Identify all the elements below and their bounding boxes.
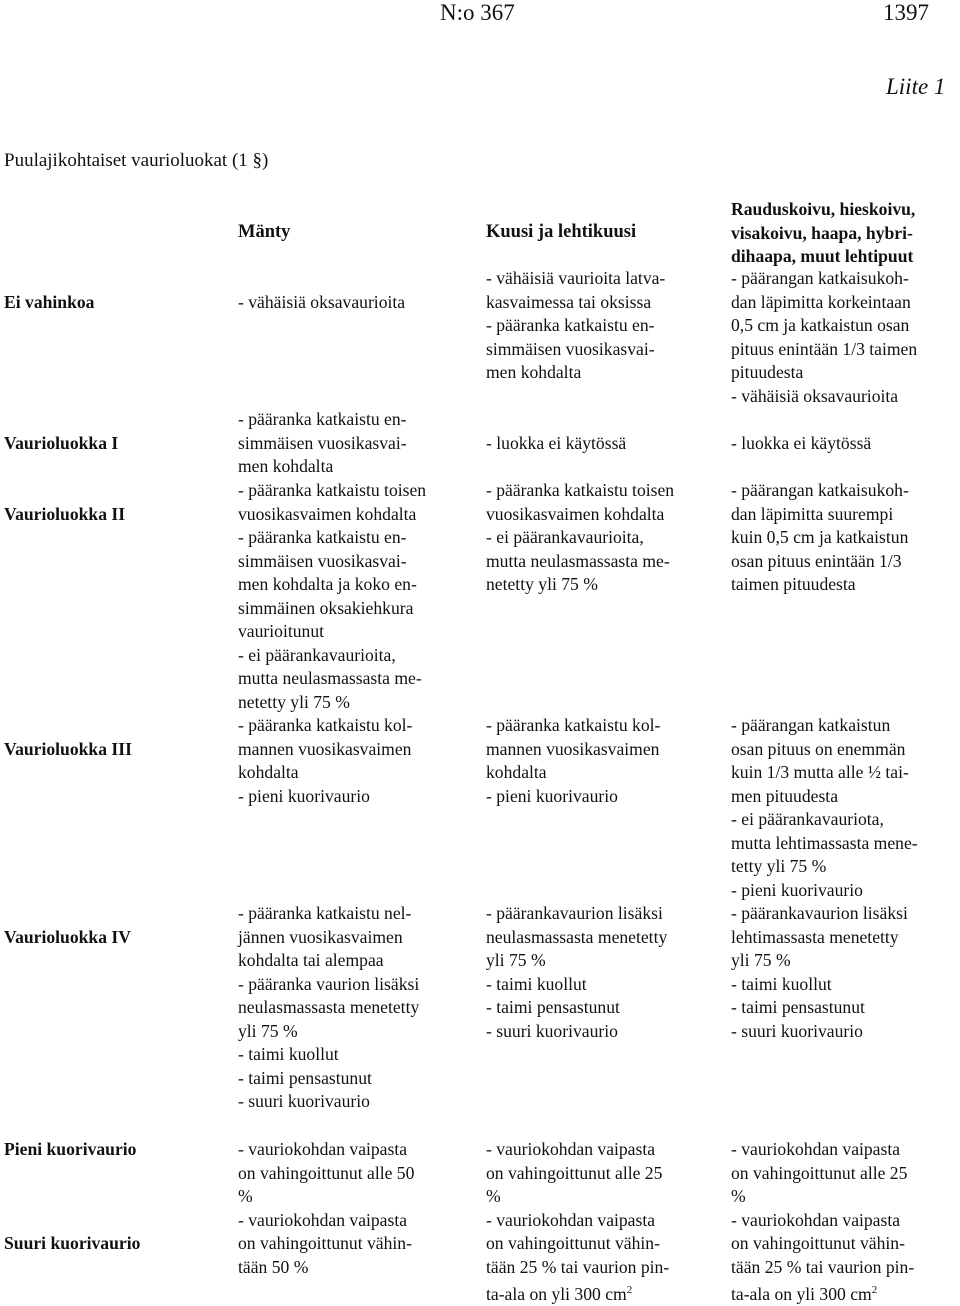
row-label-class-2: Vaurioluokka II [4, 504, 126, 524]
cell-class-1-spruce: - luokka ei käytössä [486, 433, 627, 453]
area-text-birch: ta-ala on yli 300 cm [731, 1283, 872, 1304]
cell-class-1-birch: - luokka ei käytössä [731, 433, 872, 453]
cell-class-4-pine: - pääranka katkaistu nel- jännen vuosikasvaimen kohdalta tai alempaa - pääranka vaurion lisäksi neulasmassasta menetetty yli 75 % - taimi kuollut - taimi pensastunut - suuri kuorivaurio [238, 903, 420, 1111]
cell-class-1-pine: - pääranka katkaistu en- simmäisen vuosikasvai- men kohdalta [238, 409, 407, 476]
row-label-class-1: Vaurioluokka I [4, 433, 119, 453]
appendix-label: Liite 1 [886, 74, 946, 99]
column-header-pine: Mänty [238, 222, 291, 242]
cell-bark-birch: - vauriokohdan vaipasta on vahingoittunut alle 25 % - vauriokohdan vaipasta on vahingoittunut vähin- tään 25 % tai vaurion pin- ta-ala on yli 300 $cm^2$ [731, 1139, 915, 1304]
cell-class-2-birch: - päärangan katkaisukoh- dan läpimitta suurempi kuin 0,5 cm ja katkaistun osan pituus enintään 1/3 taimen pituudesta [731, 480, 909, 594]
cell-no-damage-pine: - vähäisiä oksavaurioita [238, 292, 406, 312]
cell-class-3-pine: - pääranka katkaistu kol- mannen vuosikasvaimen kohdalta - pieni kuorivaurio [238, 715, 413, 806]
cell-class-2-spruce: - pääranka katkaistu toisen vuosikasvaimen kohdalta - ei päärankavaurioita, mutta neulasmassasta me- netetty yli 75 % [486, 480, 675, 594]
cell-class-3-spruce: - pääranka katkaistu kol- mannen vuosikasvaimen kohdalta - pieni kuorivaurio [486, 715, 661, 806]
row-label-large-bark-damage: Suuri kuorivaurio [4, 1233, 141, 1253]
row-label-class-3: Vaurioluokka III [4, 739, 132, 759]
cell-class-2-pine: - pääranka katkaistu toisen vuosikasvaimen kohdalta - pääranka katkaistu en- simmäisen vuosikasvai- men kohdalta ja koko en- simmäinen oksakiehkura vaurioitunut - ei päärankavaurioita, mutta neulasmassasta me- netetty yli 75 % [238, 480, 427, 712]
cell-class-4-spruce: - päärankavaurion lisäksi neulasmassasta menetetty yli 75 % - taimi kuollut - taimi pensastunut - suuri kuorivaurio [486, 903, 668, 1041]
cell-class-3-birch: - päärangan katkaistun osan pituus on enemmän kuin 1/3 mutta alle ½ tai- men pituudesta - ei päärankavauriota, mutta lehtimassasta mene- tetty yli 75 % - pieni kuorivaurio [731, 715, 918, 900]
cell-class-4-birch: - päärankavaurion lisäksi lehtimassasta menetetty yli 75 % - taimi kuollut - taimi pensastunut - suuri kuorivaurio [731, 903, 908, 1041]
row-label-small-bark-damage: Pieni kuorivaurio [4, 1139, 137, 1159]
row-label-no-damage: Ei vahinkoa [4, 292, 95, 312]
area-exponent-spruce: 2 [626, 1284, 633, 1296]
issue-number: N:o 367 [440, 0, 515, 25]
page-number: 1397 [883, 0, 929, 25]
cell-bark-pine: - vauriokohdan vaipasta on vahingoittunut alle 50 % - vauriokohdan vaipasta on vahingoittunut vähin- tään 50 % [238, 1139, 415, 1277]
cell-no-damage-birch: - päärangan katkaisukoh- dan läpimitta korkeintaan 0,5 cm ja katkaistun osan pituus enintään 1/3 taimen pituudesta - vähäisiä oksavaurioita [731, 268, 918, 406]
area-text-spruce: ta-ala on yli 300 cm [486, 1283, 627, 1304]
row-label-class-4: Vaurioluokka IV [4, 927, 131, 947]
area-exponent-birch: 2 [871, 1284, 878, 1296]
cell-bark-spruce: - vauriokohdan vaipasta on vahingoittunut alle 25 % - vauriokohdan vaipasta on vahingoittunut vähin- tään 25 % tai vaurion pin- ta-ala on yli 300 $cm^2$ [486, 1139, 670, 1304]
column-header-birch: Rauduskoivu, hieskoivu, visakoivu, haapa, hybri- dihaapa, muut lehtipuut [731, 199, 916, 266]
cell-no-damage-spruce: - vähäisiä vaurioita latva- kasvaimessa tai oksissa - pääranka katkaistu en- simmäisen vuosikasvai- men kohdalta [486, 268, 666, 382]
column-header-spruce: Kuusi ja lehtikuusi [486, 222, 637, 242]
document-title: Puulajikohtaiset vaurioluokat (1 §) [4, 150, 269, 171]
